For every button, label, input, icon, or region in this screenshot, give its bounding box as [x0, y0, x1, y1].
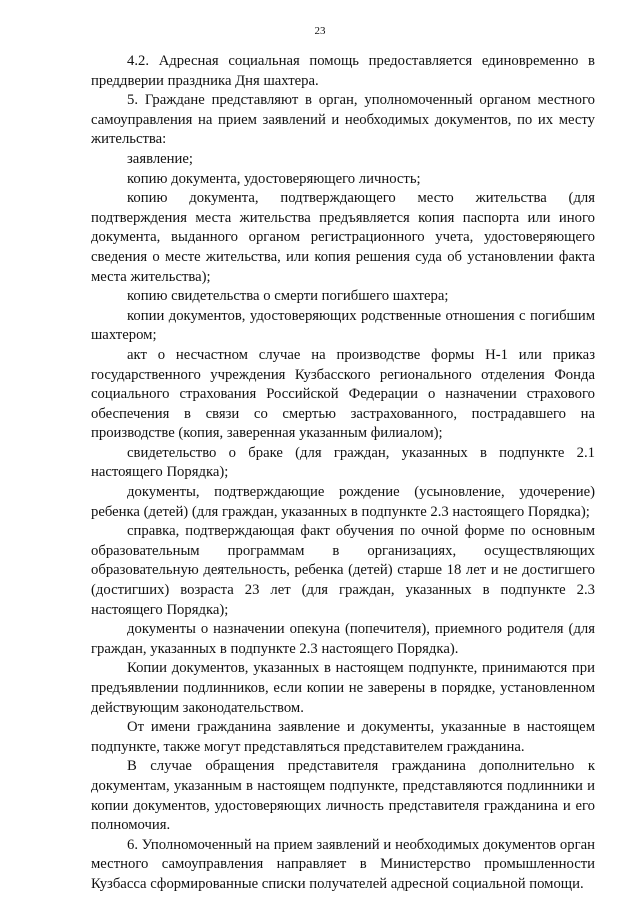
- page-number: 23: [314, 25, 326, 37]
- list-item-guardian-documents: документы о назначении опекуна (попечителя), приемного родителя (для граждан, указанных в подпункте 2.3 настоящего Порядка).: [91, 621, 595, 657]
- list-item-residence-document: копию документа, подтверждающего место жительства (для подтверждения места жительства предъявляется копия паспорта или иного документа, выданного органом регистрационного учета, удостоверяющего сведения о месте жительства, или копия решения суда об установлении факта места жительства);: [91, 190, 595, 285]
- list-item-identity-document: копию документа, удостоверяющего личность;: [127, 170, 421, 187]
- list-item-application: заявление;: [127, 150, 193, 167]
- list-item-study-certificate: справка, подтверждающая факт обучения по очной форме по основным образовательным программам в организациях, осуществляющих образовательную деятельность, ребенка (детей) старше 18 лет и не достигшего (достигших) возраста 23 лет (для граждан, указанных в подпункте 2.3 настоящего Порядка);: [91, 523, 595, 618]
- document-body: [91, 52, 595, 895]
- paragraph-5: 5. Граждане представляют в орган, уполномоченный органом местного самоуправления на прием заявлений и необходимых документов, по их месту жительства:: [91, 92, 595, 148]
- paragraph-4-2: 4.2. Адресная социальная помощь предоставляется единовременно в преддверии праздника Дня шахтера.: [91, 53, 595, 89]
- paragraph-representative-documents: В случае обращения представителя гражданина дополнительно к документам, указанным в настоящем подпункте, представляются подлинники и копии документов, удостоверяющих личность представителя гражданина и его полномочия.: [91, 758, 595, 834]
- paragraph-6: 6. Уполномоченный на прием заявлений и необходимых документов орган местного самоуправления направляет в Министерство промышленности Кузбасса сформированные списки получателей адресной социальной помощи.: [91, 836, 595, 892]
- list-item-death-certificate: копию свидетельства о смерти погибшего шахтера;: [127, 288, 449, 305]
- list-item-kinship-documents: копии документов, удостоверяющих родственные отношения с погибшим шахтером;: [91, 307, 595, 344]
- list-item-marriage-certificate: свидетельство о браке (для граждан, указанных в подпункте 2.1 настоящего Порядка);: [91, 444, 595, 481]
- paragraph-copies: Копии документов, указанных в настоящем подпункте, принимаются при предъявлении подлинников, если копии не заверены в порядке, установленном действующим законодательством.: [91, 660, 595, 716]
- paragraph-representative: От имени гражданина заявление и документы, указанные в настоящем подпункте, также могут представляться представителем гражданина.: [91, 719, 595, 755]
- list-item-birth-documents: документы, подтверждающие рождение (усыновление, удочерение) ребенка (детей) (для граждан, указанных в подпункте 2.3 настоящего Порядка);: [91, 484, 595, 520]
- list-item-accident-act: акт о несчастном случае на производстве формы Н-1 или приказ государственного учреждения Кузбасского регионального отделения Фонда социального страхования Российской Федерации о назначении страхового обеспечения в связи со смертью застрахованного, пострадавшего на производстве (копия, заверенная указанным филиалом);: [91, 346, 595, 442]
